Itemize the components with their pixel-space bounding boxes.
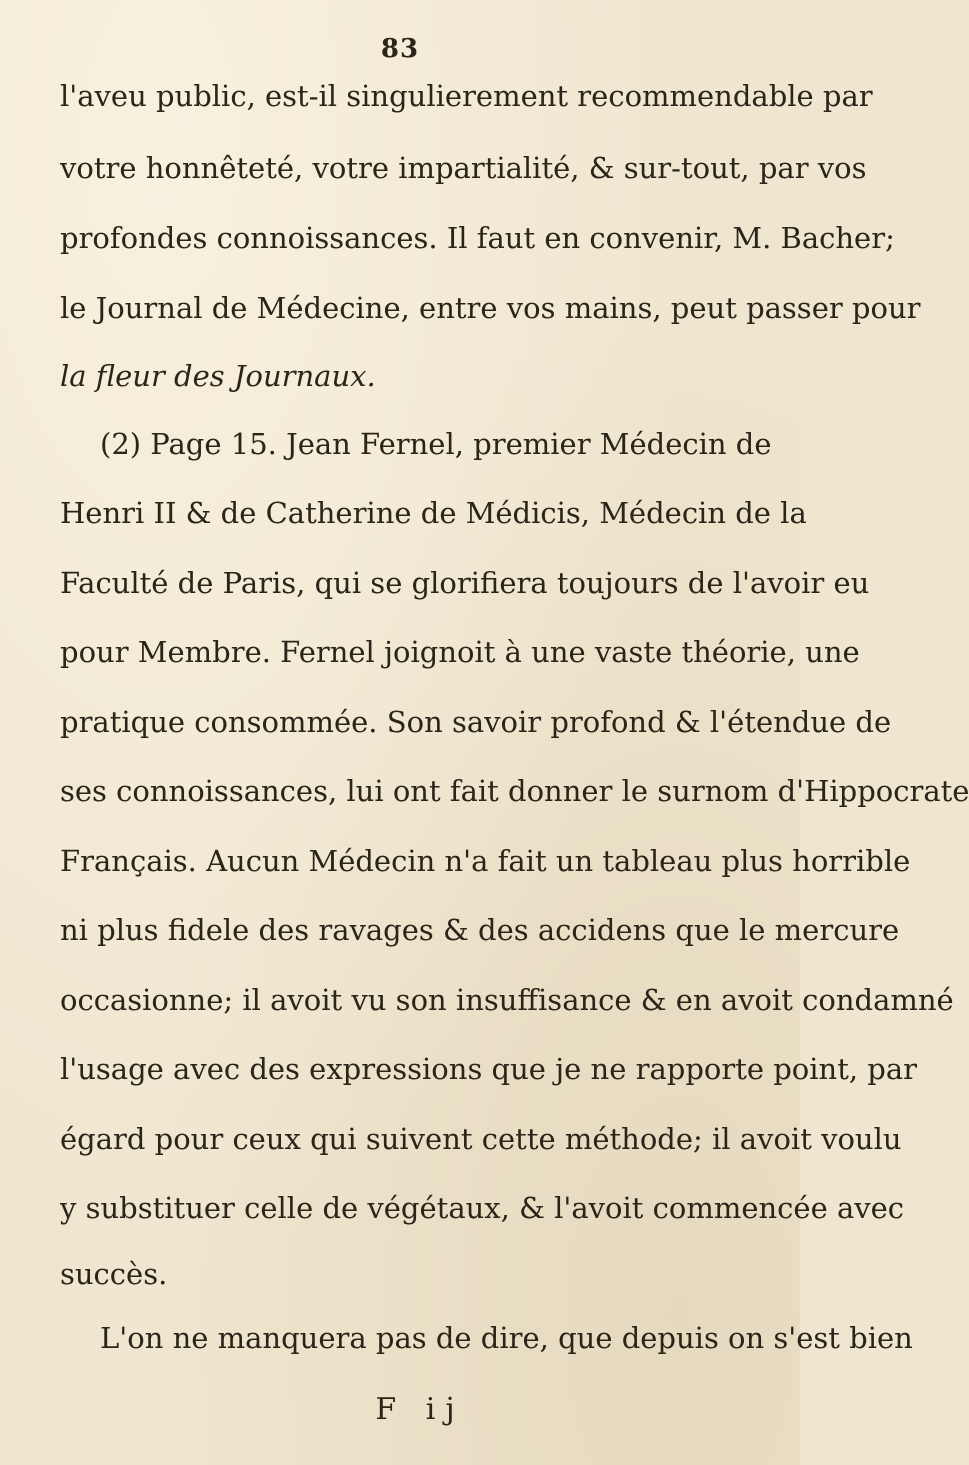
text-line: Henri II & de Catherine de Médicis, Médecin de la xyxy=(60,496,807,530)
text-line: pour Membre. Fernel joignoit à une vaste théorie, une xyxy=(60,635,860,669)
text-line: ses connoissances, lui ont fait donner le surnom d'Hippocrate xyxy=(60,774,969,808)
text-line: l'usage avec des expressions que je ne rapporte point, par xyxy=(60,1052,918,1086)
text-line: occasionne; il avoit vu son insuffisance & en avoit condamné xyxy=(60,983,954,1017)
signature-mark: F ij xyxy=(375,1392,465,1427)
text-line: le Journal de Médecine, entre vos mains, peut passer pour xyxy=(60,291,921,325)
text-line: ni plus fidele des ravages & des accidens que le mercure xyxy=(60,913,900,947)
text-line: y substituer celle de végétaux, & l'avoit commencée avec xyxy=(60,1191,905,1225)
footnote-start-line: (2) Page 15. Jean Fernel, premier Médecin de xyxy=(100,427,772,461)
text-line: votre honnêteté, votre impartialité, & sur-tout, par vos xyxy=(60,151,867,185)
text-line: égard pour ceux qui suivent cette méthode; il avoit voulu xyxy=(60,1122,902,1156)
text-line-italic: la fleur des Journaux. xyxy=(60,359,376,393)
text-line: succès. xyxy=(60,1257,168,1291)
paragraph-start-line: L'on ne manquera pas de dire, que depuis on s'est bien xyxy=(100,1321,913,1355)
page-number: 83 xyxy=(380,34,420,64)
text-line: profondes connoissances. Il faut en convenir, M. Bacher; xyxy=(60,221,895,255)
text-line: Faculté de Paris, qui se glorifiera toujours de l'avoir eu xyxy=(60,566,870,600)
text-line: Français. Aucun Médecin n'a fait un tableau plus horrible xyxy=(60,844,911,878)
text-line: l'aveu public, est-il singulierement recommendable par xyxy=(60,79,873,113)
text-line: pratique consommée. Son savoir profond & l'étendue de xyxy=(60,705,892,739)
